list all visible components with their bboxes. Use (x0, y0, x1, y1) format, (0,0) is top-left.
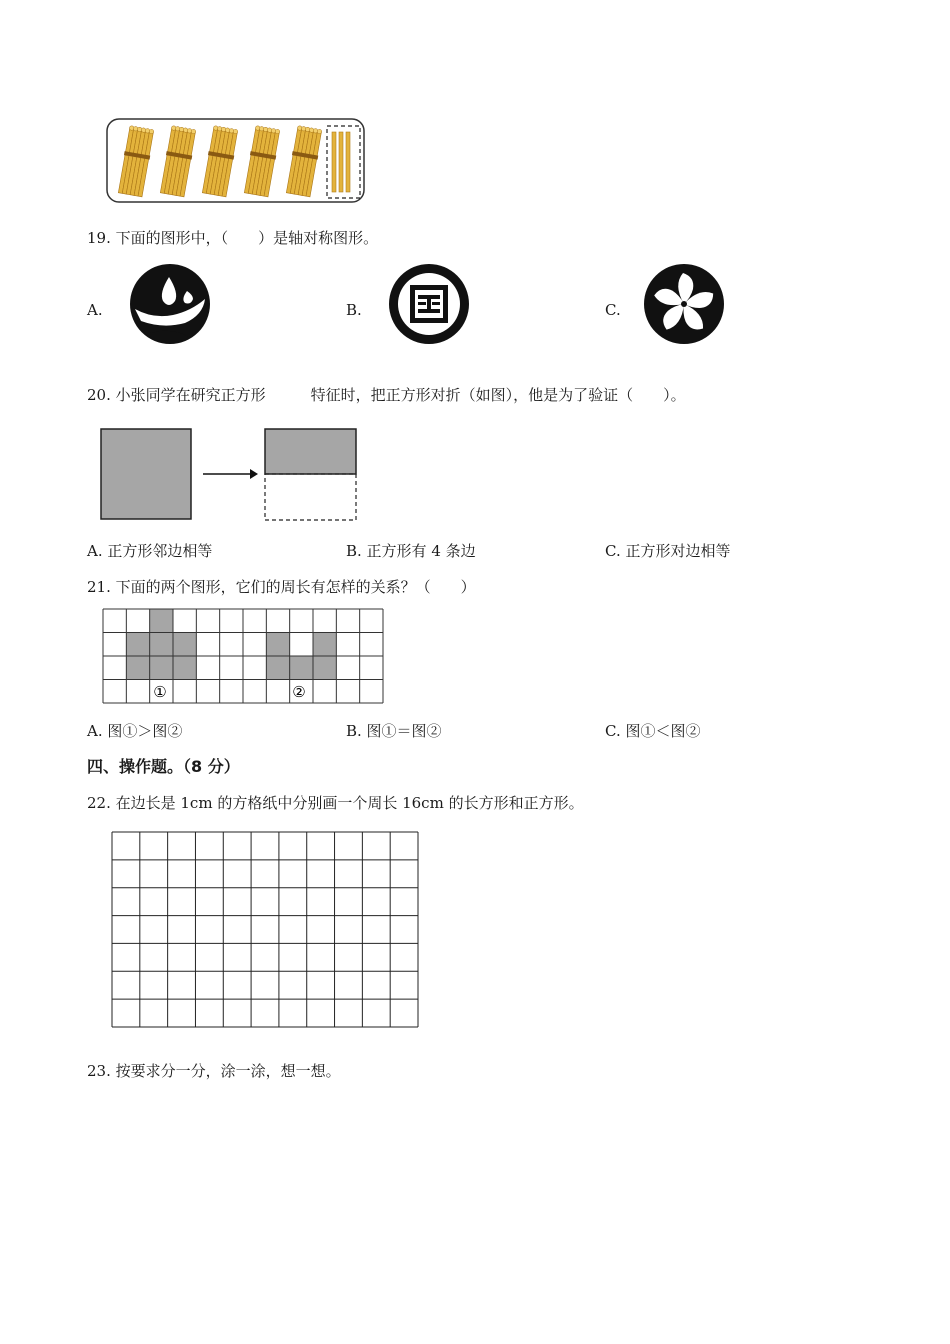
shaded-cell (126, 633, 149, 657)
figure-1-label: ① (153, 683, 167, 701)
bauhinia-flower-icon (643, 263, 725, 345)
q19-text: 19. 下面的图形中，（ ）是轴对称图形。 (87, 229, 379, 247)
shaded-cell (150, 633, 173, 657)
q19-option-a-label[interactable]: A. (87, 301, 103, 319)
q20-option-c[interactable]: C. 正方形对边相等 (605, 542, 731, 560)
shaded-cell (313, 633, 336, 657)
perimeter-grid-figure (102, 608, 384, 704)
q21-option-a[interactable]: A. 图①＞图② (87, 722, 183, 740)
square-grid-paper[interactable] (111, 831, 421, 1029)
folded-half (265, 429, 356, 474)
shaded-cell (150, 656, 173, 680)
q21-text: 21. 下面的两个图形，它们的周长有怎样的关系？（ ） (87, 578, 476, 596)
dashed-half (265, 474, 356, 520)
section-title: 四、操作题。（8 分） (87, 757, 240, 776)
water-drop-logo-icon (129, 263, 211, 345)
stick-bundles-figure (106, 118, 366, 204)
shaded-cell (173, 633, 196, 657)
shaded-cell (150, 609, 173, 633)
coin-bank-logo-icon (388, 263, 470, 345)
q20-option-a[interactable]: A. 正方形邻边相等 (87, 542, 213, 560)
shaded-cell (173, 656, 196, 680)
gray-square (101, 429, 191, 519)
q19-option-b-label[interactable]: B. (346, 301, 362, 319)
q22-text: 22. 在边长是 1cm 的方格纸中分别画一个周长 16cm 的长方形和正方形。 (87, 794, 584, 812)
shaded-cell (266, 633, 289, 657)
q20-text: 20. 小张同学在研究正方形 特征时，把正方形对折（如图），他是为了验证（ ）。 (87, 386, 686, 404)
q19-option-c-label[interactable]: C. (605, 301, 621, 319)
q21-option-b[interactable]: B. 图①＝图② (346, 722, 442, 740)
arrow-head (250, 469, 258, 479)
figure-2-label: ② (292, 683, 306, 701)
shaded-cell (126, 656, 149, 680)
square-fold-figure (100, 428, 360, 523)
q23-text: 23. 按要求分一分，涂一涂，想一想。 (87, 1062, 341, 1080)
shaded-cell (266, 656, 289, 680)
q20-option-b[interactable]: B. 正方形有 4 条边 (346, 542, 476, 560)
shaded-cell (290, 656, 313, 680)
q21-option-c[interactable]: C. 图①＜图② (605, 722, 701, 740)
shaded-cell (313, 656, 336, 680)
